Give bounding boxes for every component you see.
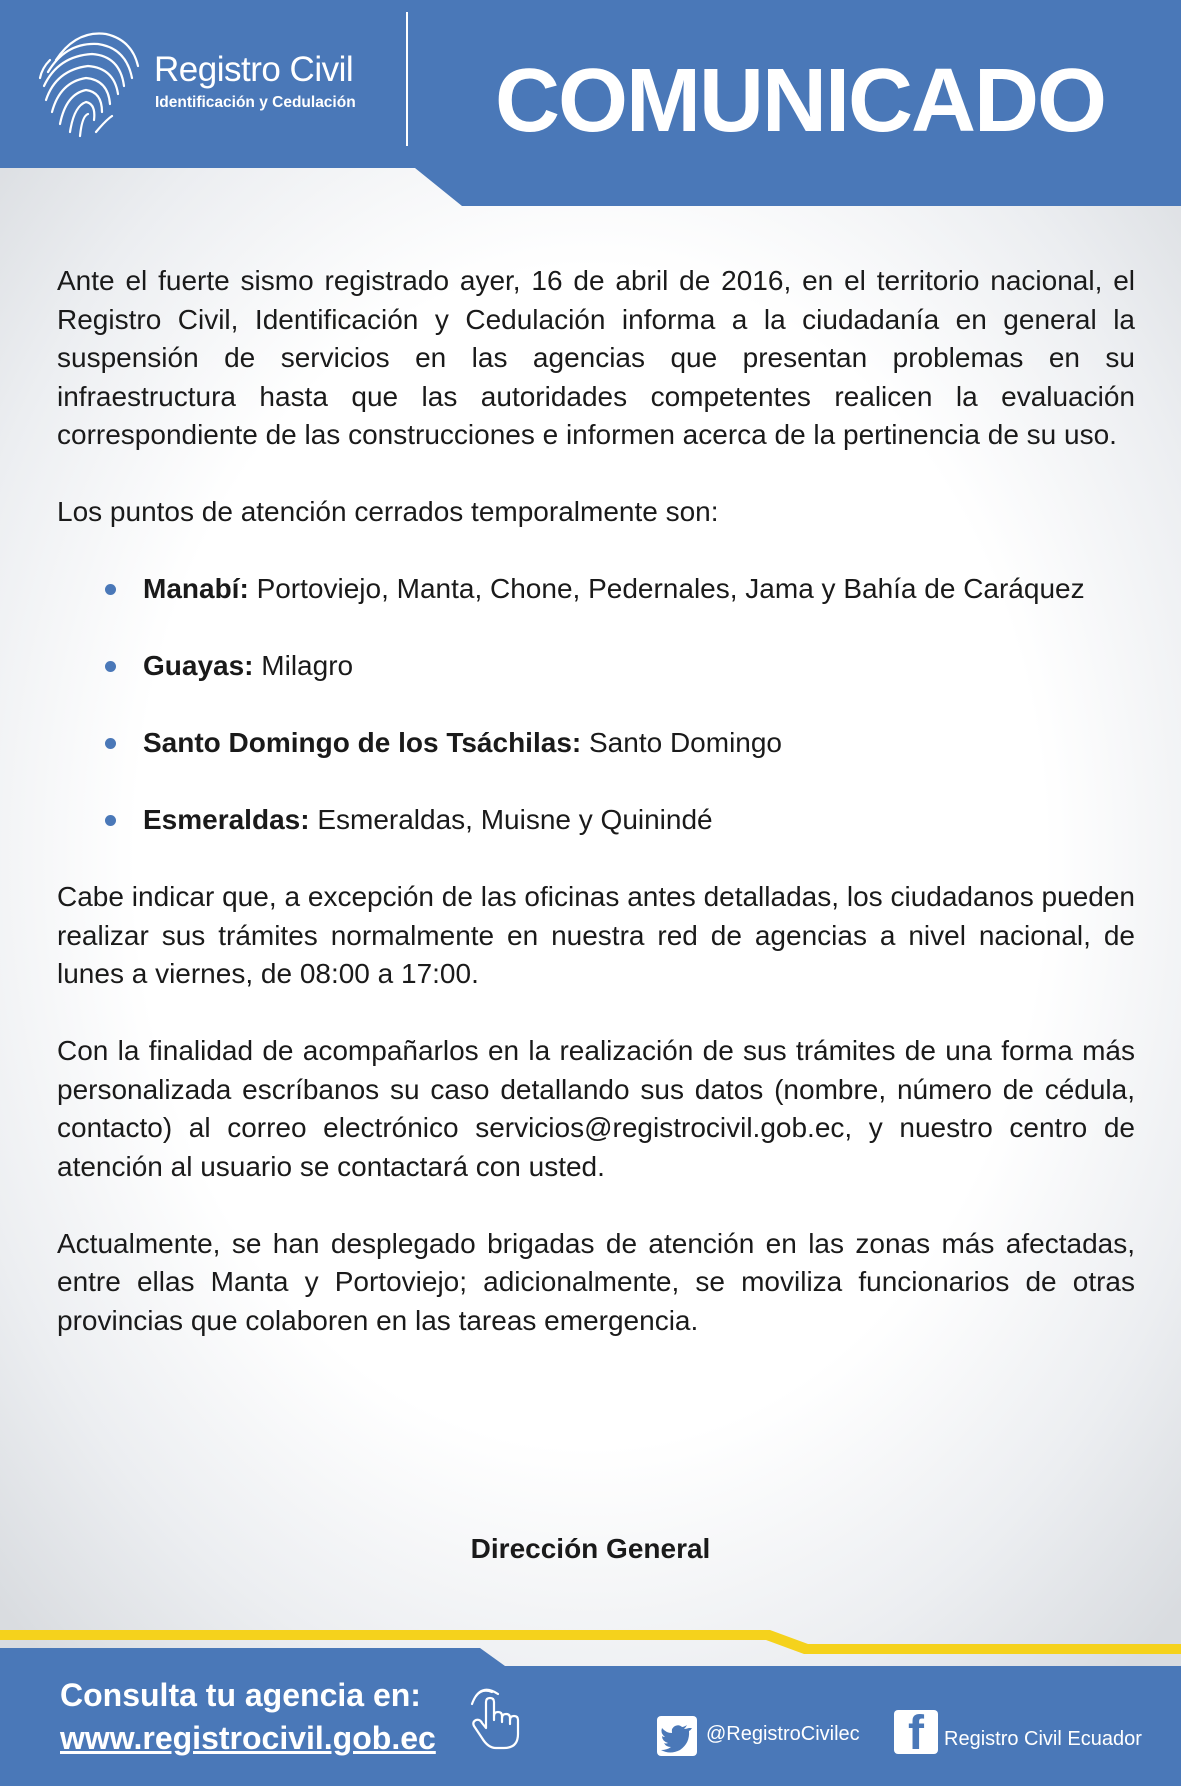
header bbox=[0, 0, 1181, 212]
contact-paragraph: Con la finalidad de acompañarlos en la realización de sus trámites de una forma más personalizada escríbanos su caso detallando sus datos (nombre, número de cédula, contacto) al correo electrónico servicios@registrocivil.gob.ec, y nuestro centro de atención al usuario se contactará con usted. bbox=[57, 1035, 1135, 1182]
brand-subtitle: Identificación y Cedulación bbox=[155, 94, 356, 111]
brand-name: Registro Civil bbox=[154, 50, 354, 89]
twitter-handle[interactable]: @RegistroCivilec bbox=[706, 1723, 860, 1745]
hours-paragraph: Cabe indicar que, a excepción de las oficinas antes detalladas, los ciudadanos pueden realizar sus trámites normalmente en nuestra red de agencias a nivel nacional, de lunes a viernes, de 08:00 a 17:00. bbox=[57, 881, 1135, 989]
bullet-icon bbox=[105, 584, 116, 595]
website-link[interactable]: www.registrocivil.gob.ec bbox=[60, 1720, 436, 1756]
twitter-bird-icon bbox=[657, 1716, 697, 1756]
province-name: Guayas: bbox=[143, 650, 254, 681]
intro-paragraph: Ante el fuerte sismo registrado ayer, 16 de abril de 2016, en el territorio nacional, el Registro Civil, Identificación y Cedulación informa a la ciudadanía en general la suspensión de servicios en las agencias que presentan problemas en su infraestructura hasta que las autoridades competentes realicen la evaluación correspondiente de las construcciones e informen acerca de la pertinencia de su uso. bbox=[57, 265, 1135, 450]
fingerprint-map-icon bbox=[36, 20, 146, 140]
bullet-icon bbox=[105, 661, 116, 672]
bullet-icon bbox=[105, 738, 116, 749]
city-list: Esmeraldas, Muisne y Quinindé bbox=[317, 804, 713, 835]
city-list: Santo Domingo bbox=[589, 727, 783, 758]
closed-points-list bbox=[57, 570, 1135, 840]
brigades-paragraph: Actualmente, se han desplegado brigadas de atención en las zonas más afectadas, entre ellas Manta y Portoviejo; adicionalmente, se moviliza funcionarios de otras provincias que colaboren en las tareas emergencia. bbox=[57, 1227, 1135, 1336]
facebook-icon[interactable]: f bbox=[894, 1710, 938, 1754]
facebook-page-name[interactable]: Registro Civil Ecuador bbox=[944, 1728, 1142, 1750]
province-name: Manabí: bbox=[143, 573, 249, 604]
list-item bbox=[57, 647, 1135, 686]
header-divider bbox=[406, 12, 408, 146]
list-item bbox=[57, 570, 1135, 609]
city-list: Portoviejo, Manta, Chone, Pedernales, Jama y Bahía de Caráquez bbox=[256, 573, 1085, 604]
signature: Dirección General bbox=[470, 1533, 711, 1564]
list-item bbox=[57, 724, 1135, 763]
province-name: Esmeraldas: bbox=[143, 804, 310, 835]
page-title: COMUNICADO bbox=[495, 51, 1105, 151]
twitter-icon[interactable] bbox=[657, 1716, 697, 1756]
bullet-icon bbox=[105, 815, 116, 826]
pointer-hand-icon bbox=[468, 1686, 528, 1752]
province-name: Santo Domingo de los Tsáchilas: bbox=[143, 727, 582, 758]
list-intro: Los puntos de atención cerrados temporalmente son: bbox=[57, 496, 719, 527]
communique-body bbox=[57, 262, 1135, 1340]
list-item bbox=[57, 801, 1135, 840]
consulta-label: Consulta tu agencia en: bbox=[60, 1677, 421, 1713]
city-list: Milagro bbox=[261, 650, 354, 681]
